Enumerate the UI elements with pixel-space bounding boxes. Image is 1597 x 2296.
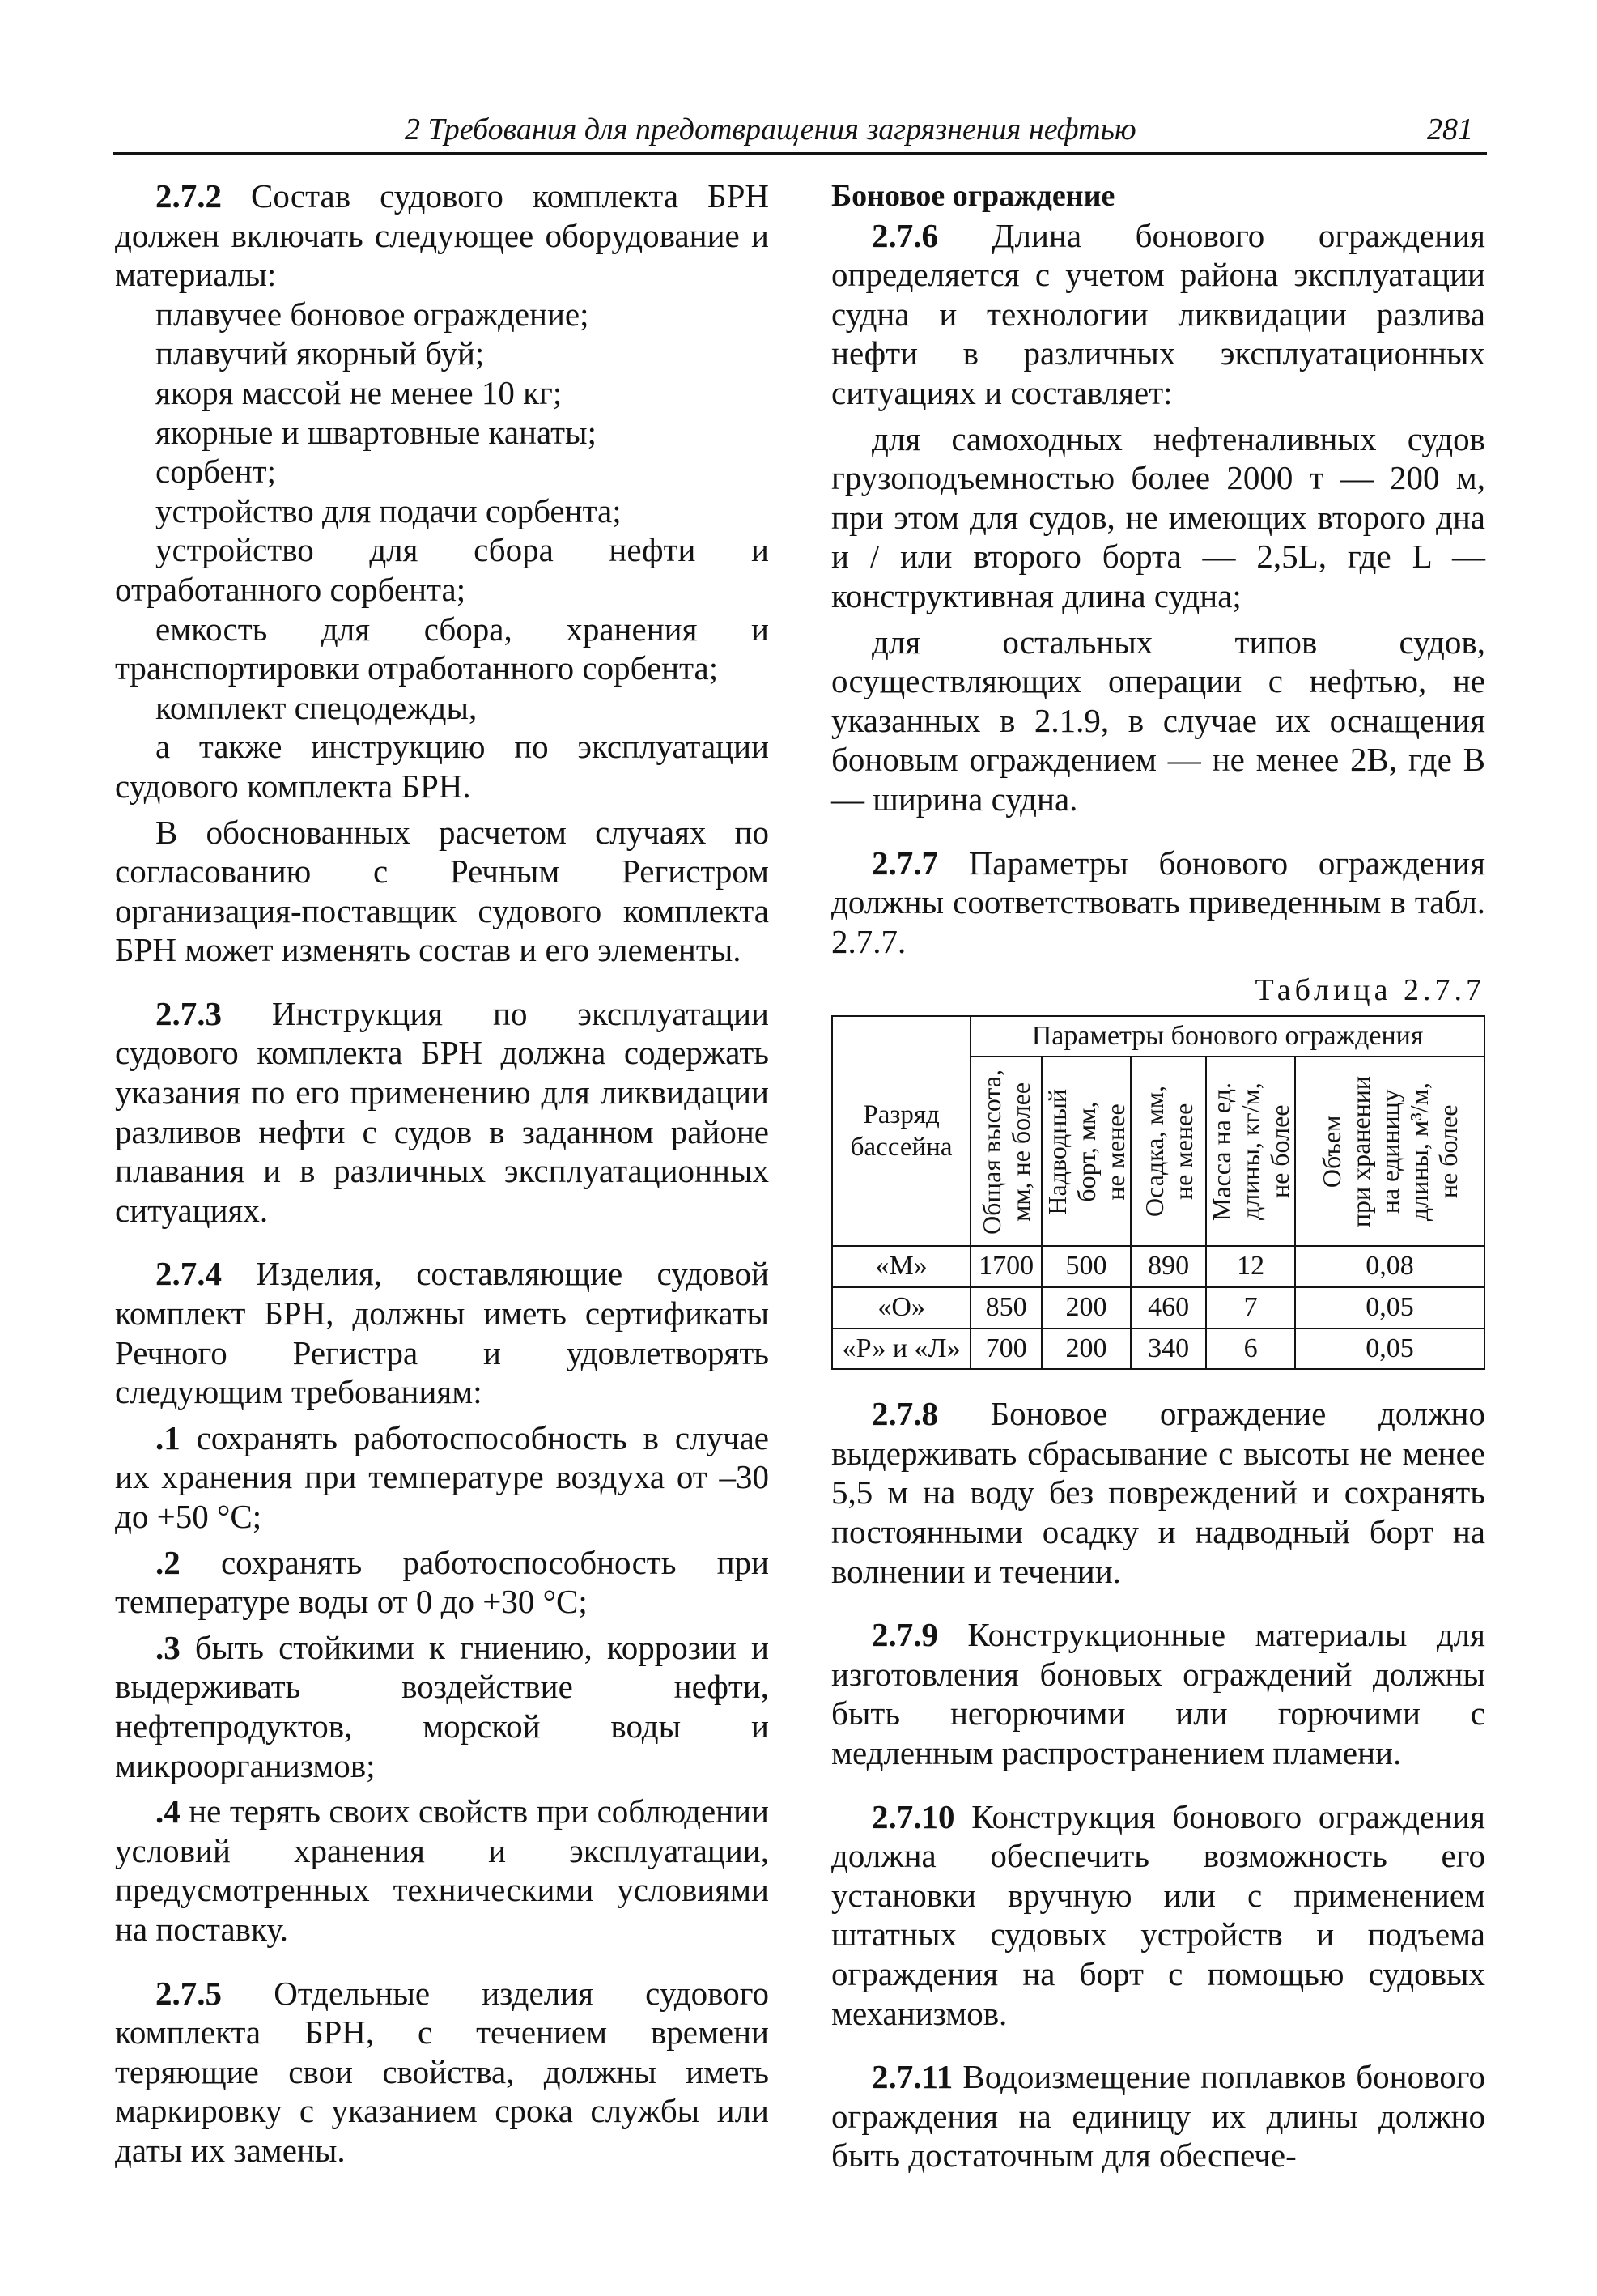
- page-number: 281: [1427, 113, 1473, 147]
- row-label: «Р» и «Л»: [832, 1329, 971, 1370]
- paragraph-2-7-4: [115, 1254, 769, 1411]
- table-cell: 6: [1206, 1329, 1295, 1370]
- list-item: а также инструкцию по эксплуатации судового комплекта БРН.: [115, 728, 769, 805]
- sub-item-number: .2: [155, 1543, 181, 1581]
- sub-item-text: сохранять работоспособность в случае их хранения при температуре воздуха от –30 до +50 °С;: [115, 1418, 769, 1535]
- left-column: [115, 176, 769, 2171]
- clause-text: Конструкционные материалы для изготовления боновых ограждений должны быть негорючими или горючими с медленным распространением пламени.: [831, 1616, 1485, 1771]
- group-header: Параметры бонового ограждения: [971, 1016, 1484, 1057]
- paragraph-2-7-5: [115, 1974, 769, 2171]
- clause-number: 2.7.11: [872, 2058, 954, 2096]
- clause-number: 2.7.10: [872, 1797, 955, 1835]
- list-item: устройство для сбора нефти и отработанного сорбента;: [115, 531, 769, 608]
- table-cell: 1700: [971, 1246, 1042, 1287]
- column-header: [1206, 1057, 1295, 1246]
- table-row: [832, 1329, 1484, 1370]
- column-header-text: Масса на ед. длины, кг/м, не более: [1207, 1082, 1295, 1221]
- table-cell: 850: [971, 1287, 1042, 1329]
- row-label: «М»: [832, 1246, 971, 1287]
- column-header-text: Осадка, мм, не менее: [1139, 1086, 1198, 1218]
- list-item: емкость для сбора, хранения и транспортировки отработанного сорбента;: [115, 610, 769, 687]
- paragraph-2-7-6: [831, 216, 1485, 413]
- table-cell: 700: [971, 1329, 1042, 1370]
- clause-number: 2.7.4: [155, 1255, 222, 1293]
- table-cell: 0,05: [1295, 1287, 1484, 1329]
- clause-text: Боновое ограждение должно выдерживать сбрасывание с высоты не менее 5,5 м на воду без повреждений и сохранять постоянными осадку и надводный борт на волнении и течении.: [831, 1395, 1485, 1590]
- sub-paragraph: для остальных типов судов, осуществляющих операции с нефтью, не указанных в 2.1.9, в случае их оснащения боновым ограждением — не менее 2B, где B — ширина судна.: [831, 623, 1485, 818]
- sub-item-text: не терять своих свойств при соблюдении условий хранения и эксплуатации, предусмотренных техническими условиями на поставку.: [115, 1792, 769, 1948]
- table-cell: 7: [1206, 1287, 1295, 1329]
- right-column: [831, 176, 1485, 2175]
- running-header-title: 2 Требования для предотвращения загрязнения нефтью: [405, 113, 1136, 147]
- table-cell: 200: [1042, 1329, 1131, 1370]
- table-cell: 0,05: [1295, 1329, 1484, 1370]
- column-header: [1131, 1057, 1206, 1246]
- column-header-text: Объем при хранении на единицу длины, м³/м, не более: [1317, 1075, 1463, 1228]
- boom-parameters-table: [831, 1015, 1485, 1370]
- sub-item-text: быть стойкими к гниению, коррозии и выдерживать воздействие нефти, нефтепродуктов, морской воды и микроорганизмов;: [115, 1628, 769, 1784]
- paragraph-2-7-8: [831, 1394, 1485, 1591]
- clause-number: 2.7.8: [872, 1395, 938, 1433]
- table-cell: 0,08: [1295, 1246, 1484, 1287]
- sub-item-number: .3: [155, 1628, 181, 1666]
- table-cell: 340: [1131, 1329, 1206, 1370]
- table-cell: 500: [1042, 1246, 1131, 1287]
- section-heading: Боновое ограждение: [831, 179, 1115, 213]
- clause-text: Длина бонового ограждения определяется с учетом района эксплуатации судна и технологии ликвидации разлива нефти в различных эксплуатационных ситуациях и составляет:: [831, 216, 1485, 411]
- column-header: [971, 1057, 1042, 1246]
- clause-text: Инструкция по эксплуатации судового комплекта БРН должна содержать указания по его применению для ликвидации разливов нефти с судов в заданном районе плавания и в различных эксплуатационных ситуациях.: [115, 994, 769, 1229]
- list-item: сорбент;: [155, 453, 276, 491]
- sub-item-4: [115, 1792, 769, 1949]
- paragraph-2-7-7: [831, 844, 1485, 962]
- clause-number: 2.7.9: [872, 1616, 938, 1654]
- table-row: [832, 1287, 1484, 1329]
- clause-number: 2.7.5: [155, 1974, 222, 2012]
- sub-item-2: [115, 1543, 769, 1622]
- list-item: устройство для подачи сорбента;: [155, 491, 622, 529]
- sub-item-1: [115, 1418, 769, 1537]
- list-item: плавучий якорный буй;: [155, 334, 485, 372]
- paragraph-2-7-2: [115, 176, 769, 295]
- basin-category-header: Разряд бассейна: [832, 1016, 971, 1247]
- list-item: якоря массой не менее 10 кг;: [155, 373, 563, 411]
- clause-text: Состав судового комплекта БРН должен включать следующее оборудование и материалы:: [115, 177, 769, 294]
- table-cell: 890: [1131, 1246, 1206, 1287]
- column-header: [1042, 1057, 1131, 1246]
- list-item: плавучее боновое ограждение;: [155, 295, 589, 333]
- clause-number: 2.7.3: [155, 994, 222, 1032]
- clause-text: Параметры бонового ограждения должны соответствовать приведенным в табл. 2.7.7.: [831, 844, 1485, 960]
- clause-number: 2.7.6: [872, 216, 938, 254]
- paragraph-2-7-9: [831, 1615, 1485, 1772]
- list-item: якорные и швартовные канаты;: [155, 413, 597, 451]
- table-cell: 12: [1206, 1246, 1295, 1287]
- sub-item-number: .1: [155, 1418, 181, 1456]
- sub-item-text: сохранять работоспособность при температуре воды от 0 до +30 °С;: [115, 1543, 769, 1621]
- column-header: [1295, 1057, 1484, 1246]
- clause-text: Отдельные изделия судового комплекта БРН, с течением времени теряющие свои свойства, должны иметь маркировку с указанием срока службы или даты их замены.: [115, 1974, 769, 2169]
- clause-number: 2.7.7: [872, 844, 938, 882]
- clause-text: Изделия, составляющие судовой комплект БРН, должны иметь сертификаты Речного Регистра и удовлетворять следующим требованиям:: [115, 1255, 769, 1411]
- clause-text: Конструкция бонового ограждения должна обеспечить возможность его установки вручную или с применением штатных судовых устройств и подъема ограждения на борт с помощью судовых механизмов.: [831, 1797, 1485, 2032]
- clause-number: 2.7.2: [155, 177, 222, 215]
- paragraph-2-7-10: [831, 1797, 1485, 2034]
- clause-text: Водоизмещение поплавков бонового ограждения на единицу их длины должно быть достаточным для обеспече-: [831, 2058, 1485, 2175]
- list-item: комплект спецодежды,: [155, 688, 478, 726]
- sub-item-3: [115, 1628, 769, 1785]
- sub-item-number: .4: [155, 1792, 181, 1830]
- sub-paragraph: для самоходных нефтеналивных судов грузоподъемностью более 2000 т — 200 м, при этом для судов, не имеющих второго дна и / или второго борта — 2,5L, где L — конструктивная длина судна;: [831, 419, 1485, 614]
- column-header-text: Надводный борт, мм, не менее: [1043, 1088, 1131, 1215]
- table-caption: Таблица 2.7.7: [1255, 973, 1485, 1008]
- table-cell: 200: [1042, 1287, 1131, 1329]
- paragraph-2-7-11: [831, 2057, 1485, 2175]
- row-label: «О»: [832, 1287, 971, 1329]
- paragraph-2-7-3: [115, 994, 769, 1231]
- column-header-text: Общая высота, мм, не более: [977, 1069, 1036, 1235]
- header-rule: [113, 152, 1487, 155]
- table-row: [832, 1246, 1484, 1287]
- paragraph-note: В обоснованных расчетом случаях по согласованию с Речным Регистром организация-поставщик судового комплекта БРН может изменять состав и его элементы.: [115, 813, 769, 969]
- table-cell: 460: [1131, 1287, 1206, 1329]
